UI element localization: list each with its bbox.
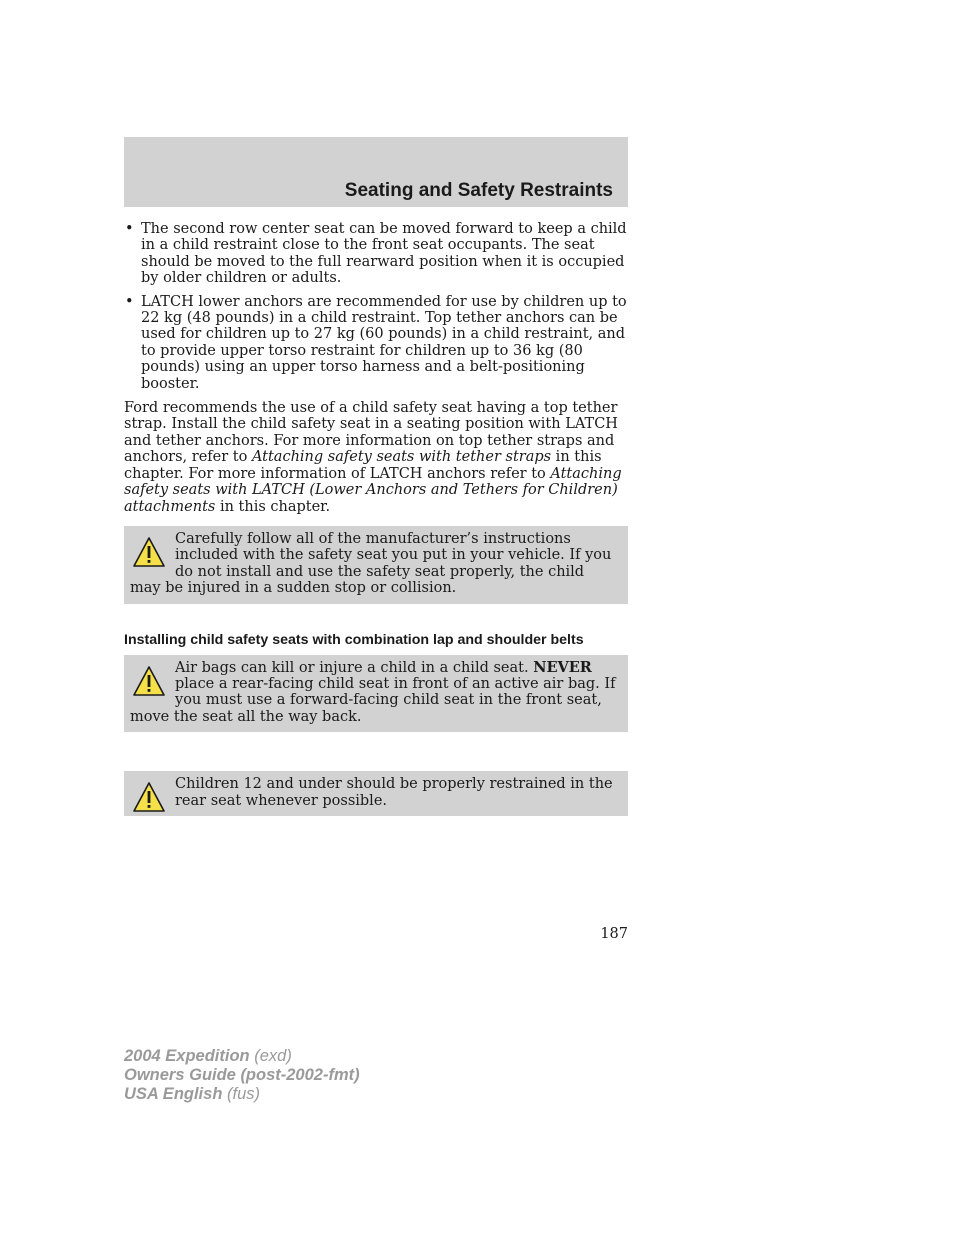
paragraph-text: Ford recommends the use of a child safety seat having a top tether strap. Install the child safety seat in a seating position with LATCH and tether anchors. For more information on top tether straps and anchors, refer to	[124, 400, 618, 466]
bullet-item	[124, 294, 628, 392]
warning-text-part: place a rear-facing child seat in front of an active air bag. If you must use a forward-facing child seat in the front seat, move the seat all the way back.	[130, 675, 616, 725]
warning-triangle-icon	[132, 664, 166, 698]
cross-reference-tether-straps: Attaching safety seats with tether straps	[251, 449, 552, 466]
body-paragraph	[124, 400, 628, 515]
warning-triangle-icon	[132, 780, 166, 814]
chapter-header-band	[124, 137, 628, 207]
warning-box	[124, 526, 628, 604]
bullet-dot: •	[125, 293, 134, 310]
footer-guide: Owners Guide (post-2002-fmt)	[124, 1066, 360, 1084]
footer-model-code: (exd)	[249, 1047, 292, 1065]
warning-text	[130, 660, 618, 726]
footer-language-code: (fus)	[222, 1085, 260, 1103]
footer-line	[124, 1047, 360, 1066]
warning-box	[124, 771, 628, 816]
warning-text: Carefully follow all of the manufacturer’s instructions included with the safety seat you put in your vehicle. If you do not install and use the safety seat properly, the child may be injured in a sudden stop or collision.	[130, 530, 612, 597]
document-footer	[124, 1047, 360, 1104]
bullet-dot: •	[125, 221, 134, 237]
page-number: 187	[600, 926, 628, 942]
footer-model: 2004 Expedition	[124, 1047, 250, 1065]
footer-line	[124, 1066, 360, 1085]
footer-line	[124, 1085, 360, 1104]
cross-reference-latch: Attaching safety seats with LATCH (Lower Anchors and Tethers for Children) attachments	[124, 465, 622, 515]
warning-box	[124, 655, 628, 733]
section-heading: Installing child safety seats with combination lap and shoulder belts	[124, 631, 584, 648]
paragraph-text: in this chapter. For more information of LATCH anchors refer to	[124, 449, 602, 482]
warning-text-part: Air bags can kill or injure a child in a child seat.	[175, 659, 534, 676]
footer-language: USA English	[124, 1085, 223, 1103]
warning-text: Children 12 and under should be properly restrained in the rear seat whenever possible.	[175, 776, 613, 809]
paragraph-text: in this chapter.	[215, 498, 331, 515]
warning-triangle-icon	[132, 535, 166, 569]
bullet-list	[124, 221, 628, 392]
chapter-title: Seating and Safety Restraints	[344, 180, 613, 201]
bullet-text: The second row center seat can be moved forward to keep a child in a child restraint close to the front seat occupants. The seat should be moved to the full rearward position when it is occupied by older children or adults.	[141, 221, 627, 287]
page-content	[124, 221, 628, 816]
bullet-text: LATCH lower anchors are recommended for use by children up to 22 kg (48 pounds) in a child restraint. Top tether anchors can be used for children up to 27 kg (60 pounds) in a child restraint, and to provide upper torso restraint for children up to 36 kg (80 pounds) using an upper torso harness and a belt-positioning booster.	[141, 293, 627, 392]
bullet-item	[124, 221, 628, 287]
warning-emphasis: NEVER	[533, 658, 592, 676]
